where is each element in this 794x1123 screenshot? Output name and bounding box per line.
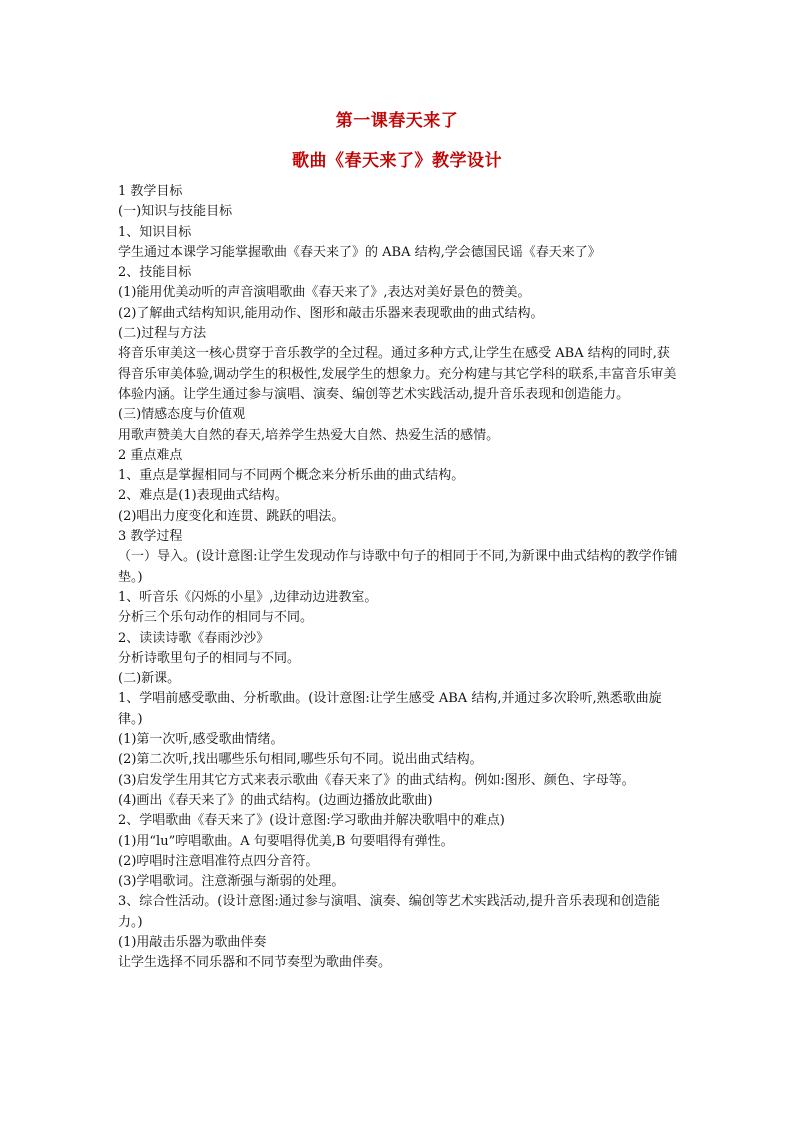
paragraph-line: (1)用“lu”哼唱歌曲。A 句要唱得优美,B 句要唱得有弹性。 [118,833,454,849]
paragraph-process-method: 将音乐审美这一核心贯穿于音乐教学的全过程。通过多种方式,让学生在感受 ABA 结构的同时,获得音乐审美体验,调动学生的积极性,发展学生的想象力。充分构建与其它学科的联系,丰富音乐审美体验内涵。让学生通过参与演唱、演奏、编创等艺术实践活动,提升音乐表现和创造能力。 [118,346,677,402]
paragraph-line: (4)画出《春天来了》的曲式结构。(边画边播放此歌曲) [118,792,433,808]
paragraph-line: 1、听音乐《闪烁的小星》,边律动边进教室。 [118,589,378,605]
paragraph-line: (1)第一次听,感受歌曲情绪。 [118,732,284,748]
section-heading-teaching-process: 3 教学过程 [118,529,183,545]
subsection-heading-attitude-values: (三)情感态度与价值观 [118,407,246,423]
paragraph-line: (3)学唱歌词。注意渐强与渐弱的处理。 [118,874,345,890]
paragraph-line: 分析诗歌里句子的相同与不同。 [118,650,301,666]
paragraph-line: (2)哼唱时注意唱准符点四分音符。 [118,853,319,869]
paragraph-line: 2、难点是(1)表现曲式结构。 [118,488,288,504]
section-heading-key-points: 2 重点难点 [118,447,183,463]
paragraph-line: (2)第二次听,找出哪些乐句相同,哪些乐句不同。说出曲式结构。 [118,752,483,768]
paragraph-line: 1、重点是掌握相同与不同两个概念来分析乐曲的曲式结构。 [118,468,465,484]
document-body [118,182,680,974]
section-heading-objectives: 1 教学目标 [118,184,183,199]
document-title: 第一课春天来了 [335,111,459,131]
paragraph-line: 让学生选择不同乐器和不同节奏型为歌曲伴奏。 [118,955,392,971]
paragraph-new-lesson-step1: 1、学唱前感受歌曲、分析歌曲。(设计意图:让学生感受 ABA 结构,并通过多次聆听,熟悉歌曲旋律。) [118,691,662,727]
item-heading-skills: 2、技能目标 [118,265,192,281]
paragraph-line: (3)启发学生用其它方式来表示歌曲《春天来了》的曲式结构。例如:图形、颜色、字母等。 [118,772,635,788]
subsection-heading-process-method: (二)过程与方法 [118,326,207,342]
paragraph-line: (2)唱出力度变化和连贯、跳跃的唱法。 [118,508,345,524]
paragraph-line: (2)了解曲式结构知识,能用动作、图形和敲击乐器来表现歌曲的曲式结构。 [118,305,544,321]
item-heading-knowledge: 1、知识目标 [118,224,192,240]
paragraph-line: 用歌声赞美大自然的春天,培养学生热爱大自然、热爱生活的感情。 [118,427,500,443]
paragraph-line: 分析三个乐句动作的相同与不同。 [118,610,314,626]
paragraph-line: 2、读读诗歌《春雨沙沙》 [118,630,270,646]
subsection-heading-new-lesson: (二)新课。 [118,671,181,687]
paragraph-line: 2、学唱歌曲《春天来了》(设计意图:学习歌曲并解决歌唱中的难点) [118,813,505,829]
document-subtitle: 歌曲《春天来了》教学设计 [292,151,502,171]
paragraph-line: (1)用敲击乐器为歌曲伴奏 [118,934,267,950]
paragraph-line: 学生通过本课学习能掌握歌曲《春天来了》的 ABA 结构,学会德国民谣《春天来了》 [118,244,601,260]
paragraph-introduction: （一）导入。(设计意图:让学生发现动作与诗歌中句子的相同于不同,为新课中曲式结构的教学作铺垫。) [118,549,678,585]
subsection-heading-knowledge-skills: (一)知识与技能目标 [118,204,233,220]
paragraph-comprehensive-activity: 3、综合性活动。(设计意图:通过参与演唱、演奏、编创等艺术实践活动,提升音乐表现和创造能力。) [118,894,660,930]
paragraph-line: (1)能用优美动听的声音演唱歌曲《春天来了》,表达对美好景色的赞美。 [118,285,531,301]
